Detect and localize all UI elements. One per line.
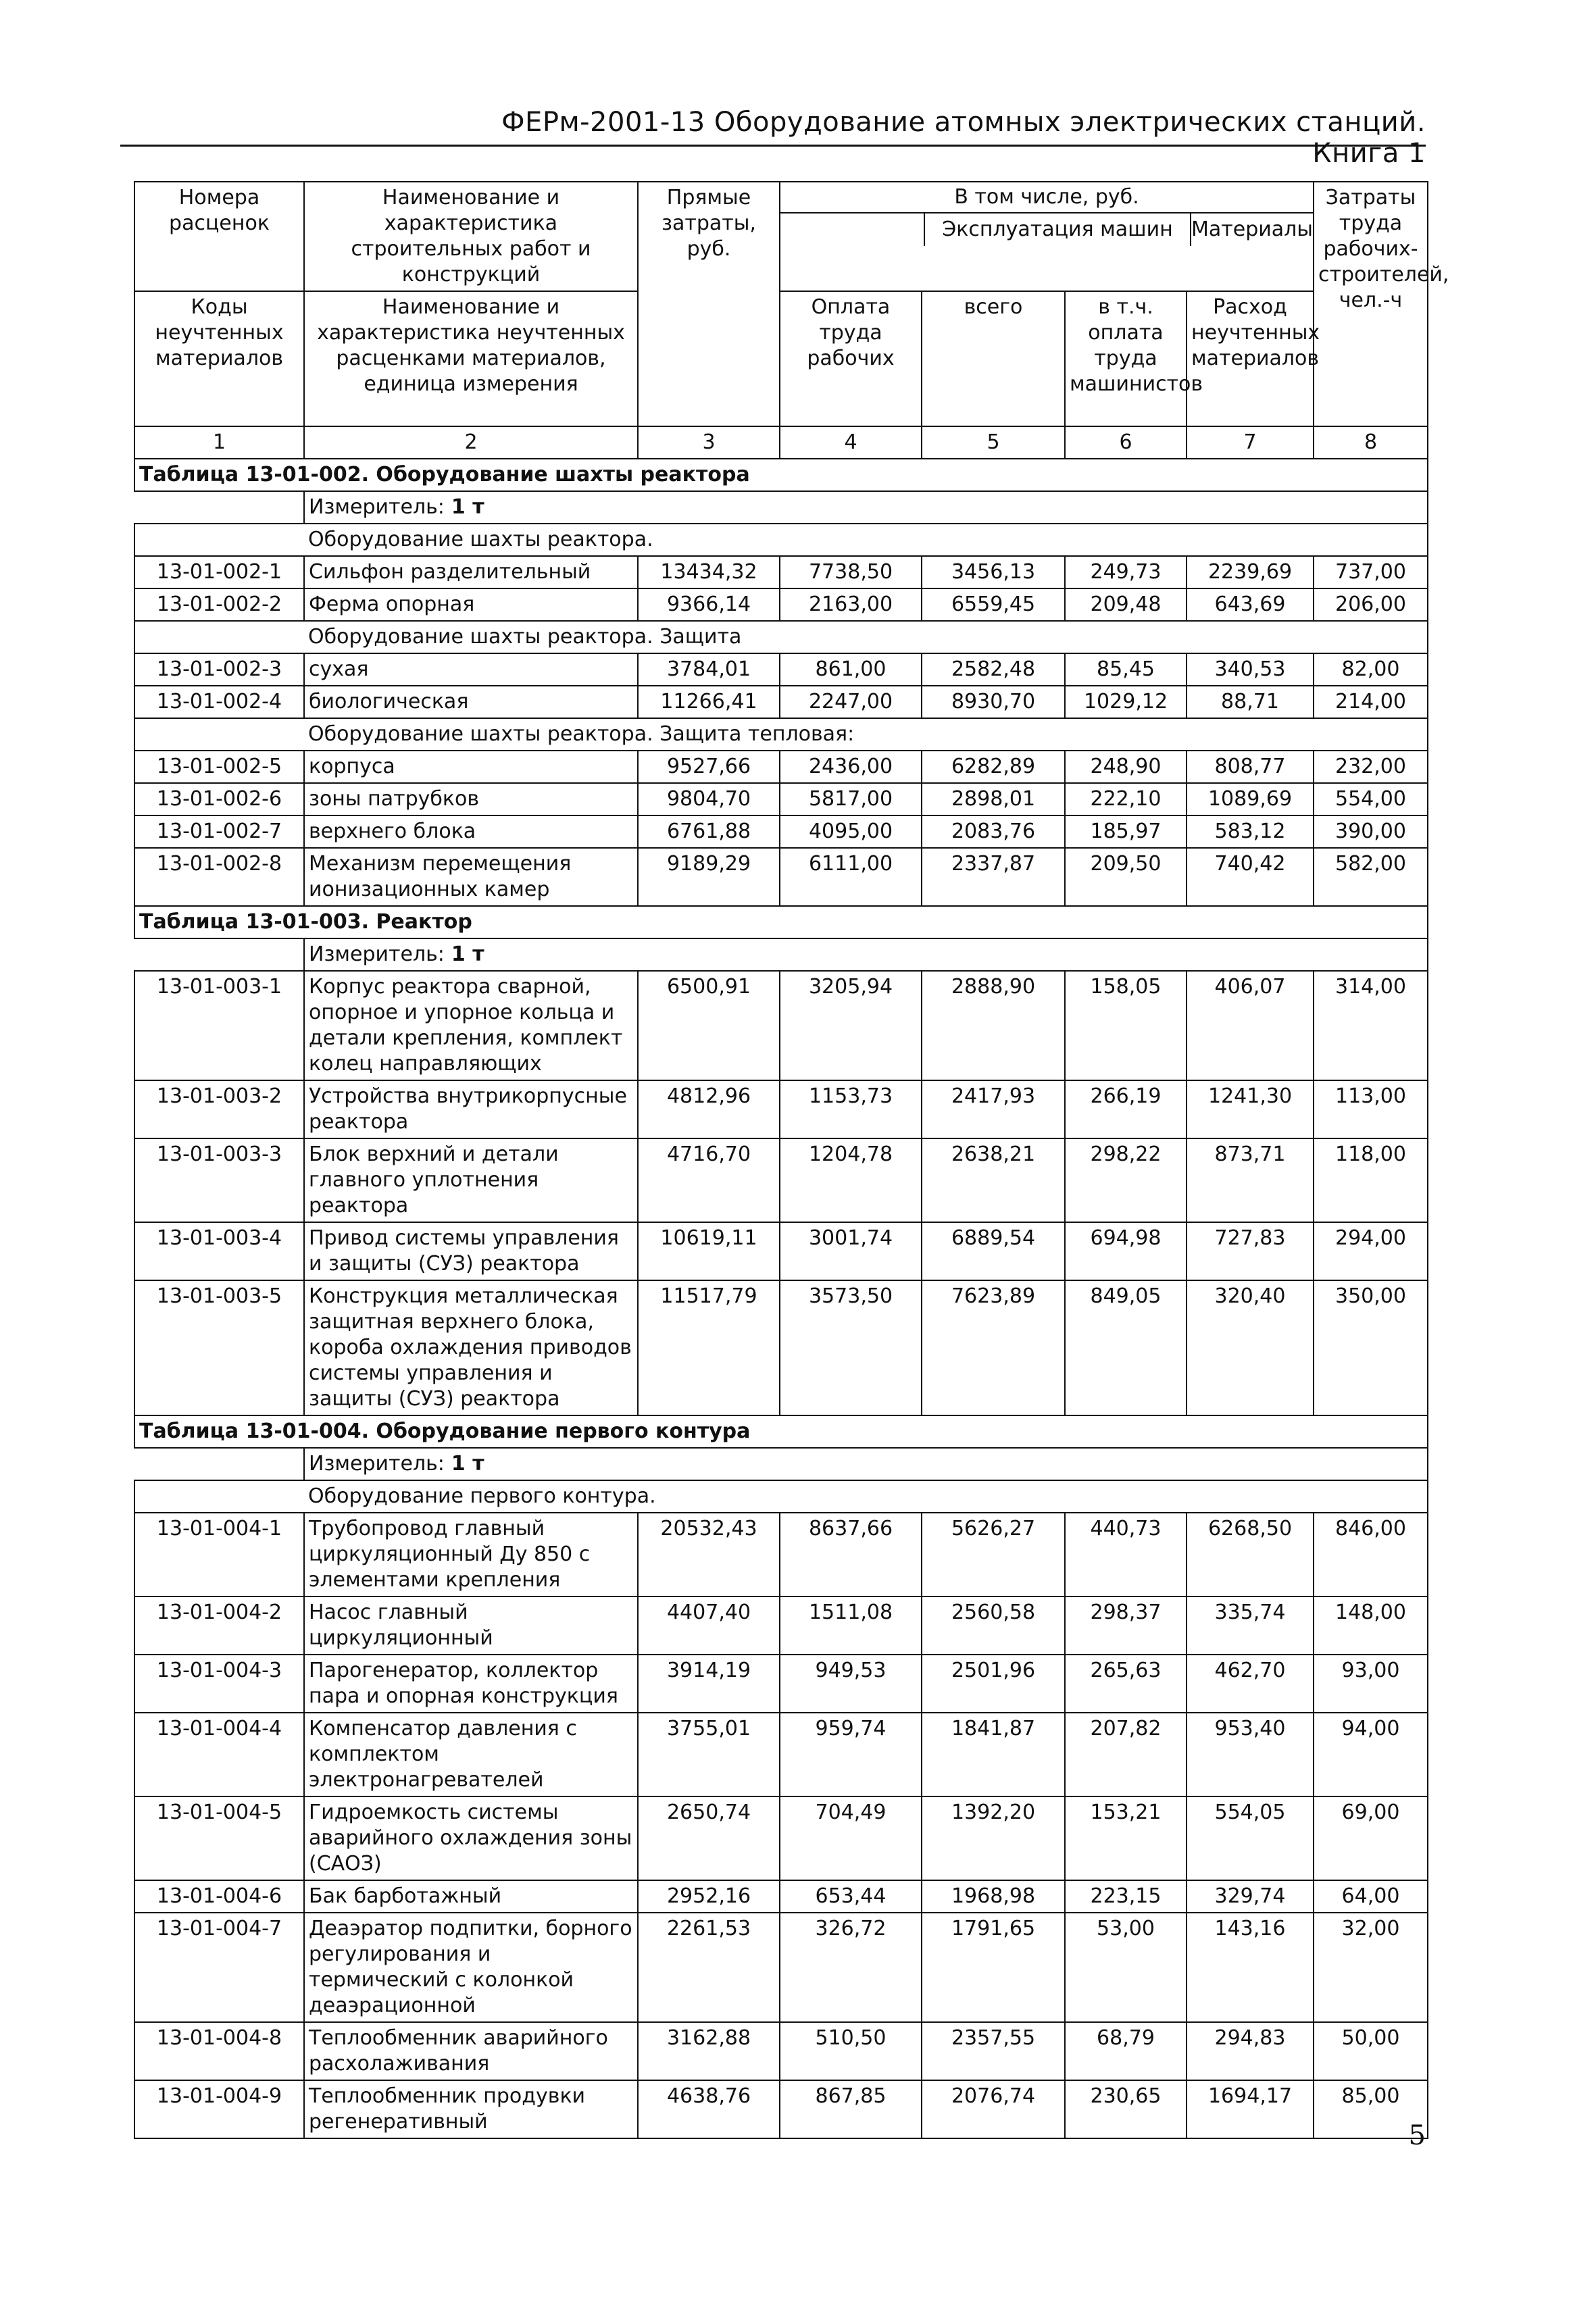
machines-total: 3456,13	[922, 556, 1065, 588]
rate-name: Насос главный циркуляционный	[304, 1596, 638, 1655]
rate-code: 13-01-003-1	[134, 971, 304, 1080]
direct-costs: 11266,41	[638, 686, 780, 718]
column-numbers-row	[134, 426, 1428, 459]
measure-value: 1 т	[451, 942, 484, 966]
table-row	[134, 815, 1428, 848]
measure-unit	[304, 938, 1428, 971]
machines-total: 8930,70	[922, 686, 1065, 718]
header-work-name: Наименование и характеристика строительных работ и конструкций	[304, 182, 638, 291]
rate-name: Устройства внутрикорпусные реактора	[304, 1080, 638, 1138]
measure-spacer	[134, 938, 304, 971]
table-title-row	[134, 906, 1428, 938]
section-caption: Оборудование шахты реактора. Защита тепловая:	[304, 718, 1428, 751]
table-row	[134, 1513, 1428, 1596]
direct-costs: 11517,79	[638, 1280, 780, 1415]
header-subgroup-spacer	[780, 213, 924, 246]
header-machines: Эксплуатация машин	[924, 213, 1191, 246]
labor-hours: 113,00	[1314, 1080, 1428, 1138]
worker-pay: 3573,50	[780, 1280, 922, 1415]
table-title: Таблица 13-01-003. Реактор	[134, 906, 1428, 938]
material-consumption: 583,12	[1187, 815, 1314, 848]
worker-pay: 867,85	[780, 2080, 922, 2138]
section-caption: Оборудование первого контура.	[304, 1480, 1428, 1513]
worker-pay: 8637,66	[780, 1513, 922, 1596]
table-row	[134, 971, 1428, 1080]
column-number: 2	[304, 426, 638, 459]
rate-name: Корпус реактора сварной, опорное и упорное кольца и детали крепления, комплект колец направляющих	[304, 971, 638, 1080]
labor-hours: 232,00	[1314, 751, 1428, 783]
worker-pay: 7738,50	[780, 556, 922, 588]
worker-pay: 3001,74	[780, 1222, 922, 1280]
worker-pay: 326,72	[780, 1913, 922, 2022]
material-consumption: 740,42	[1187, 848, 1314, 906]
direct-costs: 2952,16	[638, 1880, 780, 1913]
measure-value: 1 т	[451, 495, 484, 519]
column-number: 6	[1065, 426, 1187, 459]
labor-hours: 148,00	[1314, 1596, 1428, 1655]
material-consumption: 88,71	[1187, 686, 1314, 718]
machines-total: 6889,54	[922, 1222, 1065, 1280]
operator-pay: 68,79	[1065, 2022, 1187, 2080]
header-material-consumption: Расход неучтенных материалов	[1187, 291, 1314, 426]
section-spacer	[134, 524, 304, 556]
material-consumption: 1694,17	[1187, 2080, 1314, 2138]
header-direct-costs: Прямые затраты, руб.	[638, 182, 780, 426]
rate-code: 13-01-004-5	[134, 1796, 304, 1880]
material-consumption: 727,83	[1187, 1222, 1314, 1280]
machines-total: 5626,27	[922, 1513, 1065, 1596]
rate-name: Деаэратор подпитки, борного регулирования и термический с колонкой деаэрационной	[304, 1913, 638, 2022]
rate-name: Сильфон разделительный	[304, 556, 638, 588]
labor-hours: 82,00	[1314, 653, 1428, 686]
header-including-label: В том числе, руб.	[780, 182, 1313, 213]
rate-name: биологическая	[304, 686, 638, 718]
table-row	[134, 848, 1428, 906]
rate-code: 13-01-004-7	[134, 1913, 304, 2022]
rate-code: 13-01-003-2	[134, 1080, 304, 1138]
rate-name: Гидроемкость системы аварийного охлаждения зоны (САОЗ)	[304, 1796, 638, 1880]
machines-total: 2083,76	[922, 815, 1065, 848]
operator-pay: 440,73	[1065, 1513, 1187, 1596]
table-title-row	[134, 1415, 1428, 1448]
machines-total: 1392,20	[922, 1796, 1065, 1880]
machines-total: 1968,98	[922, 1880, 1065, 1913]
header-materials: Материалы	[1191, 218, 1313, 241]
table-row	[134, 2080, 1428, 2138]
measure-label: Измеритель:	[309, 1452, 445, 1476]
worker-pay: 5817,00	[780, 783, 922, 815]
direct-costs: 3755,01	[638, 1713, 780, 1796]
direct-costs: 6761,88	[638, 815, 780, 848]
direct-costs: 4407,40	[638, 1596, 780, 1655]
labor-hours: 32,00	[1314, 1913, 1428, 2022]
labor-hours: 314,00	[1314, 971, 1428, 1080]
measure-label: Измеритель:	[309, 495, 445, 519]
rate-code: 13-01-004-2	[134, 1596, 304, 1655]
section-caption-row	[134, 1480, 1428, 1513]
header-row-bottom	[134, 291, 1428, 426]
table-row	[134, 783, 1428, 815]
table-row	[134, 588, 1428, 621]
rate-name: сухая	[304, 653, 638, 686]
rate-code: 13-01-002-7	[134, 815, 304, 848]
labor-hours: 846,00	[1314, 1513, 1428, 1596]
direct-costs: 13434,32	[638, 556, 780, 588]
operator-pay: 298,22	[1065, 1138, 1187, 1222]
rate-code: 13-01-002-2	[134, 588, 304, 621]
table-row	[134, 1596, 1428, 1655]
machines-total: 2898,01	[922, 783, 1065, 815]
worker-pay: 704,49	[780, 1796, 922, 1880]
rate-name: Компенсатор давления с комплектом электронагревателей	[304, 1713, 638, 1796]
material-consumption: 1241,30	[1187, 1080, 1314, 1138]
rate-code: 13-01-002-8	[134, 848, 304, 906]
labor-hours: 582,00	[1314, 848, 1428, 906]
section-caption: Оборудование шахты реактора. Защита	[304, 621, 1428, 653]
measure-value: 1 т	[451, 1452, 484, 1476]
price-table	[134, 181, 1449, 2139]
worker-pay: 653,44	[780, 1880, 922, 1913]
header-unaccounted-name: Наименование и характеристика неучтенных расценками материалов, единица измерения	[304, 291, 638, 426]
worker-pay: 2247,00	[780, 686, 922, 718]
worker-pay: 510,50	[780, 2022, 922, 2080]
table-row	[134, 1796, 1428, 1880]
labor-hours: 206,00	[1314, 588, 1428, 621]
worker-pay: 4095,00	[780, 815, 922, 848]
section-caption-row	[134, 524, 1428, 556]
material-consumption: 320,40	[1187, 1280, 1314, 1415]
material-consumption: 873,71	[1187, 1138, 1314, 1222]
rate-name: Ферма опорная	[304, 588, 638, 621]
material-consumption: 808,77	[1187, 751, 1314, 783]
header-row-top	[134, 182, 1428, 291]
operator-pay: 266,19	[1065, 1080, 1187, 1138]
machines-total: 2417,93	[922, 1080, 1065, 1138]
section-caption-row	[134, 718, 1428, 751]
rate-name: Теплообменник аварийного расхолаживания	[304, 2022, 638, 2080]
direct-costs: 3162,88	[638, 2022, 780, 2080]
worker-pay: 1204,78	[780, 1138, 922, 1222]
rate-code: 13-01-002-4	[134, 686, 304, 718]
labor-hours: 554,00	[1314, 783, 1428, 815]
worker-pay: 6111,00	[780, 848, 922, 906]
table-row	[134, 556, 1428, 588]
machines-total: 6282,89	[922, 751, 1065, 783]
rate-name: Конструкция металлическая защитная верхнего блока, короба охлаждения приводов системы управления и защиты (СУЗ) реактора	[304, 1280, 638, 1415]
rate-name: Бак барботажный	[304, 1880, 638, 1913]
operator-pay: 223,15	[1065, 1880, 1187, 1913]
material-consumption: 554,05	[1187, 1796, 1314, 1880]
table-row	[134, 1880, 1428, 1913]
header-rule	[120, 145, 1426, 147]
labor-hours: 390,00	[1314, 815, 1428, 848]
operator-pay: 230,65	[1065, 2080, 1187, 2138]
machines-total: 6559,45	[922, 588, 1065, 621]
header-including	[780, 182, 1314, 291]
material-consumption: 335,74	[1187, 1596, 1314, 1655]
rate-name: Теплообменник продувки регенеративный	[304, 2080, 638, 2138]
labor-hours: 214,00	[1314, 686, 1428, 718]
rate-code: 13-01-004-4	[134, 1713, 304, 1796]
table-row	[134, 2022, 1428, 2080]
rate-name: Привод системы управления и защиты (СУЗ) реактора	[304, 1222, 638, 1280]
measure-row	[134, 491, 1428, 524]
direct-costs: 9527,66	[638, 751, 780, 783]
column-number: 3	[638, 426, 780, 459]
measure-label: Измеритель:	[309, 942, 445, 966]
rate-code: 13-01-002-3	[134, 653, 304, 686]
operator-pay: 694,98	[1065, 1222, 1187, 1280]
section-spacer	[134, 718, 304, 751]
machines-total: 2076,74	[922, 2080, 1065, 2138]
labor-hours: 69,00	[1314, 1796, 1428, 1880]
header-subgroups	[780, 213, 1313, 246]
operator-pay: 158,05	[1065, 971, 1187, 1080]
operator-pay: 209,48	[1065, 588, 1187, 621]
material-consumption: 329,74	[1187, 1880, 1314, 1913]
rate-code: 13-01-004-6	[134, 1880, 304, 1913]
direct-costs: 20532,43	[638, 1513, 780, 1596]
page-number: 5	[1408, 2120, 1426, 2151]
machines-total: 2501,96	[922, 1655, 1065, 1713]
rate-name: Блок верхний и детали главного уплотнения реактора	[304, 1138, 638, 1222]
running-header: ФЕРм-2001-13 Оборудование атомных электрических станций. Книга 1	[501, 107, 1426, 169]
rate-name: Парогенератор, коллектор пара и опорная конструкция	[304, 1655, 638, 1713]
rate-code: 13-01-003-5	[134, 1280, 304, 1415]
labor-hours: 85,00	[1314, 2080, 1428, 2138]
material-consumption: 340,53	[1187, 653, 1314, 686]
material-consumption: 953,40	[1187, 1713, 1314, 1796]
operator-pay: 265,63	[1065, 1655, 1187, 1713]
machines-total: 2357,55	[922, 2022, 1065, 2080]
measure-row	[134, 938, 1428, 971]
operator-pay: 153,21	[1065, 1796, 1187, 1880]
direct-costs: 2261,53	[638, 1913, 780, 2022]
machines-total: 1791,65	[922, 1913, 1065, 2022]
table-title: Таблица 13-01-004. Оборудование первого контура	[134, 1415, 1428, 1448]
section-spacer	[134, 1480, 304, 1513]
labor-hours: 737,00	[1314, 556, 1428, 588]
operator-pay: 207,82	[1065, 1713, 1187, 1796]
measure-unit	[304, 491, 1428, 524]
operator-pay: 1029,12	[1065, 686, 1187, 718]
table-row	[134, 1280, 1428, 1415]
operator-pay: 185,97	[1065, 815, 1187, 848]
direct-costs: 3914,19	[638, 1655, 780, 1713]
material-consumption: 462,70	[1187, 1655, 1314, 1713]
operator-pay: 248,90	[1065, 751, 1187, 783]
table-row	[134, 1655, 1428, 1713]
labor-hours: 50,00	[1314, 2022, 1428, 2080]
direct-costs: 2650,74	[638, 1796, 780, 1880]
table-title: Таблица 13-01-002. Оборудование шахты реактора	[134, 459, 1428, 491]
direct-costs: 9189,29	[638, 848, 780, 906]
header-operator-pay: в т.ч. оплата труда машинистов	[1065, 291, 1187, 426]
column-number: 8	[1314, 426, 1428, 459]
header-worker-pay: Оплата труда рабочих	[780, 291, 922, 426]
measure-row	[134, 1448, 1428, 1480]
section-spacer	[134, 621, 304, 653]
rate-code: 13-01-004-1	[134, 1513, 304, 1596]
table-title-row	[134, 459, 1428, 491]
machines-total: 1841,87	[922, 1713, 1065, 1796]
column-number: 1	[134, 426, 304, 459]
direct-costs: 4638,76	[638, 2080, 780, 2138]
material-consumption: 406,07	[1187, 971, 1314, 1080]
machines-total: 2638,21	[922, 1138, 1065, 1222]
machines-total: 2337,87	[922, 848, 1065, 906]
labor-hours: 94,00	[1314, 1713, 1428, 1796]
measure-spacer	[134, 491, 304, 524]
rate-code: 13-01-004-8	[134, 2022, 304, 2080]
direct-costs: 9366,14	[638, 588, 780, 621]
rate-code: 13-01-003-4	[134, 1222, 304, 1280]
section-caption: Оборудование шахты реактора.	[304, 524, 1428, 556]
table-row	[134, 686, 1428, 718]
worker-pay: 3205,94	[780, 971, 922, 1080]
price-table-wrapper	[134, 181, 1449, 2139]
rate-code: 13-01-004-9	[134, 2080, 304, 2138]
column-number: 5	[922, 426, 1065, 459]
material-consumption: 143,16	[1187, 1913, 1314, 2022]
header-unaccounted-codes: Коды неучтенных материалов	[134, 291, 304, 426]
column-number: 7	[1187, 426, 1314, 459]
worker-pay: 959,74	[780, 1713, 922, 1796]
table-row	[134, 1138, 1428, 1222]
measure-spacer	[134, 1448, 304, 1480]
operator-pay: 222,10	[1065, 783, 1187, 815]
worker-pay: 2163,00	[780, 588, 922, 621]
machines-total: 2582,48	[922, 653, 1065, 686]
direct-costs: 9804,70	[638, 783, 780, 815]
rate-code: 13-01-004-3	[134, 1655, 304, 1713]
table-row	[134, 1713, 1428, 1796]
labor-hours: 294,00	[1314, 1222, 1428, 1280]
direct-costs: 6500,91	[638, 971, 780, 1080]
section-caption-row	[134, 621, 1428, 653]
rate-code: 13-01-002-1	[134, 556, 304, 588]
operator-pay: 249,73	[1065, 556, 1187, 588]
header-rate-numbers: Номера расценок	[134, 182, 304, 291]
worker-pay: 2436,00	[780, 751, 922, 783]
operator-pay: 209,50	[1065, 848, 1187, 906]
header-labor-hours: Затраты труда рабочих-строителей, чел.-ч	[1314, 182, 1428, 426]
rate-code: 13-01-003-3	[134, 1138, 304, 1222]
labor-hours: 118,00	[1314, 1138, 1428, 1222]
material-consumption: 6268,50	[1187, 1513, 1314, 1596]
labor-hours: 350,00	[1314, 1280, 1428, 1415]
rate-name: Трубопровод главный циркуляционный Ду 850 с элементами крепления	[304, 1513, 638, 1596]
rate-code: 13-01-002-5	[134, 751, 304, 783]
worker-pay: 1511,08	[780, 1596, 922, 1655]
direct-costs: 4716,70	[638, 1138, 780, 1222]
material-consumption: 643,69	[1187, 588, 1314, 621]
material-consumption: 294,83	[1187, 2022, 1314, 2080]
direct-costs: 10619,11	[638, 1222, 780, 1280]
column-number: 4	[780, 426, 922, 459]
worker-pay: 861,00	[780, 653, 922, 686]
rate-name: зоны патрубков	[304, 783, 638, 815]
labor-hours: 93,00	[1314, 1655, 1428, 1713]
table-row	[134, 1222, 1428, 1280]
material-consumption: 2239,69	[1187, 556, 1314, 588]
operator-pay: 849,05	[1065, 1280, 1187, 1415]
header-machines-total: всего	[922, 291, 1065, 426]
material-consumption: 1089,69	[1187, 783, 1314, 815]
operator-pay: 298,37	[1065, 1596, 1187, 1655]
worker-pay: 1153,73	[780, 1080, 922, 1138]
machines-total: 2888,90	[922, 971, 1065, 1080]
operator-pay: 85,45	[1065, 653, 1187, 686]
table-row	[134, 751, 1428, 783]
operator-pay: 53,00	[1065, 1913, 1187, 2022]
table-row	[134, 1913, 1428, 2022]
rate-name: корпуса	[304, 751, 638, 783]
table-row	[134, 653, 1428, 686]
machines-total: 2560,58	[922, 1596, 1065, 1655]
rate-name: верхнего блока	[304, 815, 638, 848]
rate-name: Механизм перемещения ионизационных камер	[304, 848, 638, 906]
rate-code: 13-01-002-6	[134, 783, 304, 815]
table-row	[134, 1080, 1428, 1138]
machines-total: 7623,89	[922, 1280, 1065, 1415]
direct-costs: 3784,01	[638, 653, 780, 686]
direct-costs: 4812,96	[638, 1080, 780, 1138]
labor-hours: 64,00	[1314, 1880, 1428, 1913]
measure-unit	[304, 1448, 1428, 1480]
worker-pay: 949,53	[780, 1655, 922, 1713]
